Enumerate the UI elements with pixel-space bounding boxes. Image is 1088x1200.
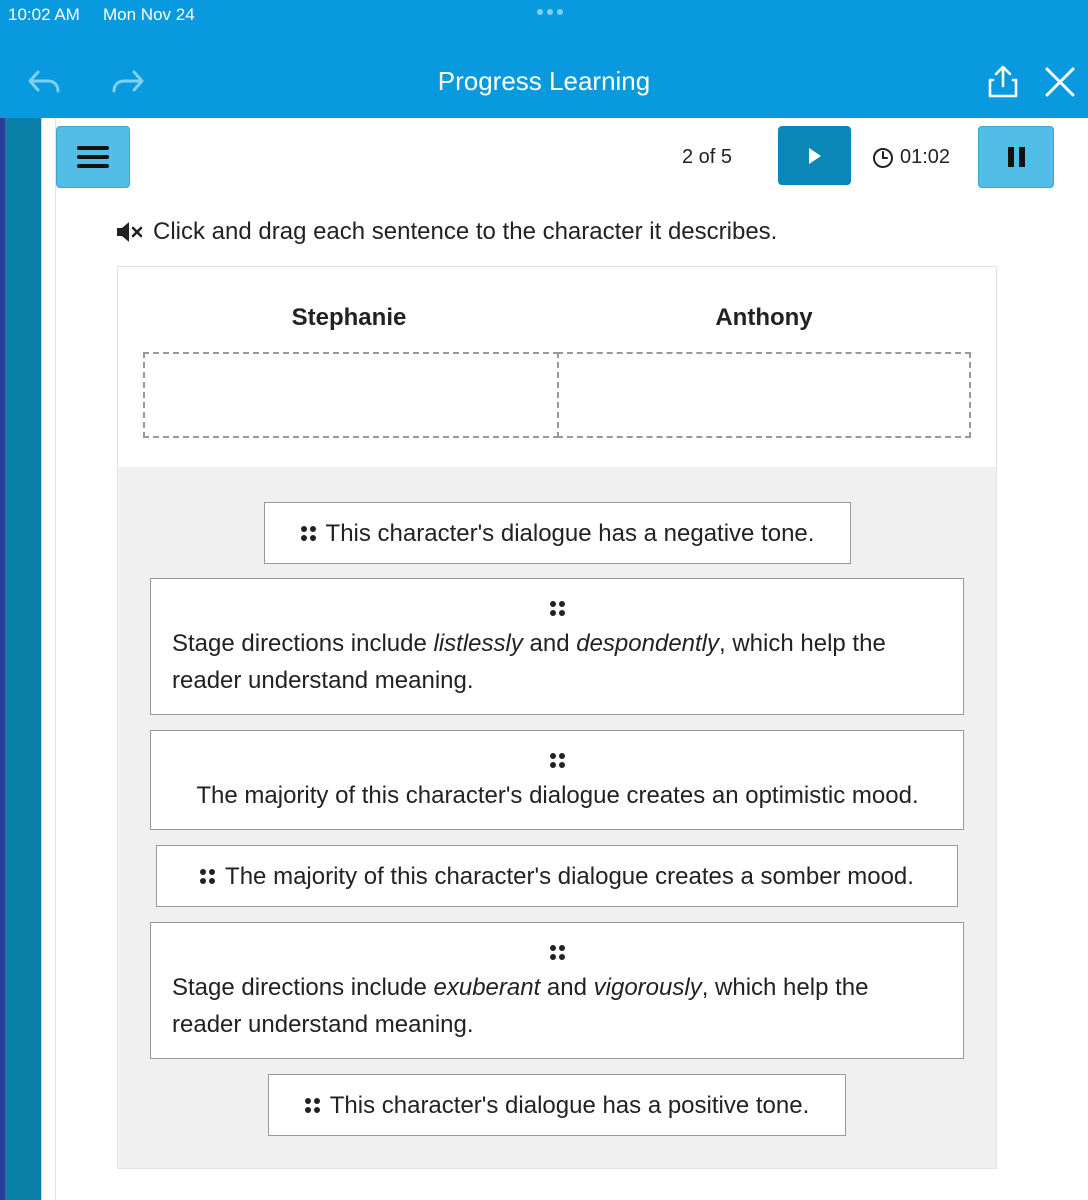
card-text-emphasis: exuberant: [433, 974, 541, 1001]
draggable-card-listlessly[interactable]: [150, 578, 964, 715]
drag-handle-icon: [550, 601, 565, 616]
panel-divider: [55, 118, 56, 1200]
status-time: 10:02 AM: [8, 5, 80, 24]
card-text-pre: Stage directions include: [172, 630, 434, 657]
top-bar: [0, 0, 1088, 118]
draggable-card-positive-tone[interactable]: [268, 1074, 846, 1136]
clock-icon: [872, 147, 894, 169]
instruction-text: Click and drag each sentence to the character it describes.: [153, 218, 778, 245]
drag-handle-icon: [550, 753, 565, 768]
card-text: The majority of this character's dialogue creates a somber mood.: [225, 862, 914, 890]
close-icon[interactable]: [1040, 62, 1080, 102]
multitasking-dots-icon[interactable]: [537, 9, 563, 15]
card-text-emphasis: despondently: [576, 630, 720, 657]
share-icon[interactable]: [983, 62, 1023, 102]
card-text-emphasis: listlessly: [433, 630, 523, 657]
card-text-emphasis: vigorously: [593, 974, 702, 1001]
card-text-post: , which help the reader understand meaning.: [172, 630, 886, 694]
card-text: This character's dialogue has a negative tone.: [325, 519, 815, 547]
card-text: [172, 625, 943, 699]
drop-zone-anthony[interactable]: [557, 352, 971, 438]
card-text: [172, 969, 943, 1043]
column-header-stephanie: Stephanie: [291, 304, 407, 331]
card-text-mid: and: [540, 974, 594, 1001]
hamburger-icon: [77, 141, 109, 173]
drag-handle-icon: [200, 869, 215, 884]
draggable-card-somber-mood[interactable]: [156, 845, 958, 907]
card-text-mid: and: [522, 630, 577, 657]
drag-handle-icon: [301, 526, 316, 541]
play-button[interactable]: [778, 126, 851, 185]
status-date: Mon Nov 24: [103, 5, 195, 24]
column-header-anthony: Anthony: [715, 304, 813, 331]
card-text: The majority of this character's dialogue creates an optimistic mood.: [196, 782, 919, 809]
card-text-pre: Stage directions include: [172, 974, 434, 1001]
timer: [872, 146, 950, 169]
instruction: [115, 218, 777, 246]
timer-value: 01:02: [900, 146, 951, 168]
pause-button[interactable]: [978, 126, 1054, 188]
app-title: Progress Learning: [437, 66, 651, 96]
card-text-post: , which help the reader understand meaning.: [172, 974, 869, 1038]
drag-handle-icon: [550, 945, 565, 960]
draggable-card-optimistic-mood[interactable]: [150, 730, 964, 830]
drag-handle-icon: [305, 1098, 320, 1113]
pause-icon: [1008, 147, 1014, 167]
speaker-muted-icon[interactable]: [115, 219, 145, 245]
play-icon: [806, 145, 824, 167]
card-text: This character's dialogue has a positive tone.: [329, 1091, 810, 1119]
draggable-card-exuberant[interactable]: [150, 922, 964, 1059]
draggable-card-negative-tone[interactable]: [264, 502, 851, 564]
pause-icon-bar: [1019, 147, 1025, 167]
drop-zone-stephanie[interactable]: [143, 352, 559, 438]
left-edge: [0, 118, 5, 1200]
menu-button[interactable]: [56, 126, 130, 188]
question-progress: 2 of 5: [681, 146, 733, 168]
